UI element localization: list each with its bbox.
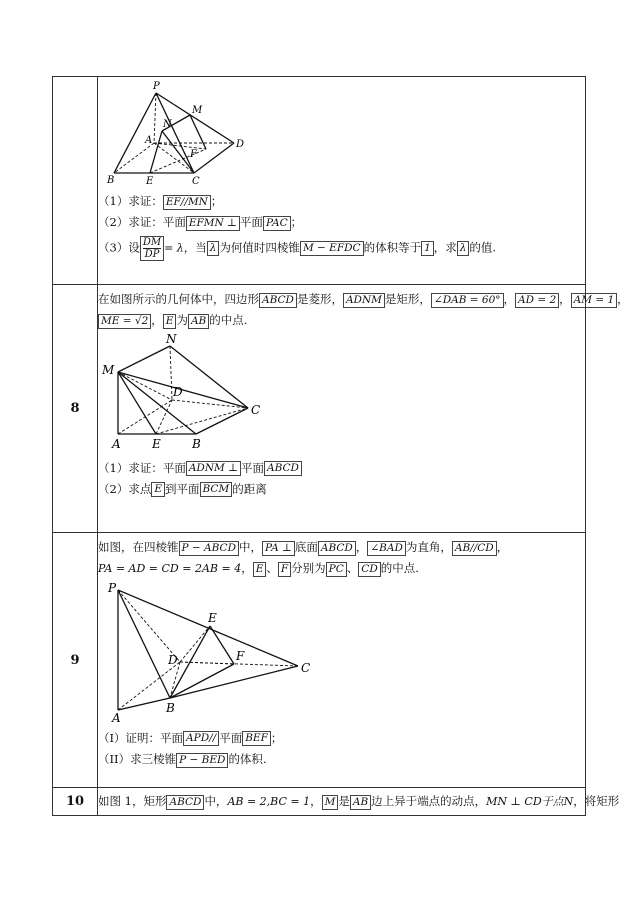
math-box: M − EFDC (300, 241, 364, 256)
math-box: AB (188, 314, 209, 329)
q7-part3-text: 的体积等于 (363, 240, 422, 254)
q9-text: 的中点. (380, 561, 419, 576)
q8-text: ， (151, 313, 163, 328)
math-box: CD (358, 562, 380, 577)
fraction-box (140, 236, 164, 261)
figure-pyramid-pedfcab (102, 582, 322, 726)
q9-part2 (98, 751, 585, 768)
fraction-equals: = λ (164, 241, 184, 254)
math-box: PC (326, 562, 347, 577)
q8-text: ， (503, 292, 516, 306)
q7-part2-mid: 平面 (239, 215, 263, 230)
q9-text: ， (241, 561, 253, 576)
q8-part1 (98, 460, 585, 477)
figure7-label-d: D (236, 139, 245, 150)
q9-part1 (98, 730, 585, 747)
problem-number-7-empty (53, 77, 98, 285)
q10-text: 如图 1，矩形 (98, 794, 167, 808)
q7-part2 (98, 214, 585, 231)
q8-text: ， (617, 292, 629, 306)
fraction-numerator: DM (142, 236, 162, 248)
figure9-label-e: E (208, 610, 217, 625)
q9-part1-mid: 平面 (219, 730, 243, 745)
math-box: EF//MN (163, 195, 211, 210)
q10-text: ， (310, 794, 322, 808)
q8-text: 为 (176, 313, 188, 328)
figure8-label-c: C (251, 402, 261, 417)
math-box: ADNM ⊥ (186, 461, 241, 476)
math-box: F (278, 562, 291, 577)
figure7-label-a: A (145, 135, 153, 146)
q8-part2-suffix: 的距离 (232, 481, 267, 496)
problem-number-8: 8 (53, 285, 98, 533)
math-box: E (151, 482, 165, 497)
q7-part2-suffix: ； (290, 215, 303, 230)
q8-text: 在如图所示的几何体中，四边形 (98, 292, 259, 306)
problem-number-9: 9 (53, 533, 98, 788)
figure7-label-b: B (107, 175, 115, 186)
figure8-label-a: A (112, 436, 121, 451)
q9-text: 分别为 (291, 561, 326, 576)
math-box: 1 (421, 241, 434, 256)
math-box: P − ABCD (179, 541, 239, 556)
q9-text: 为直角， (405, 540, 452, 554)
q8-text: ， (559, 292, 571, 306)
figure9-label-f: F (236, 648, 245, 663)
math-box: P − BED (176, 753, 228, 768)
q9-part1-suffix: ； (270, 730, 283, 745)
math-box: ABCD (318, 541, 356, 556)
math-box: AB//CD (452, 541, 497, 556)
q9-text: 如图，在四棱锥 (98, 540, 179, 554)
q9-part2-prefix: （II）求三棱锥 (98, 752, 177, 766)
q8-statement-line1 (98, 291, 629, 308)
q8-statement-line2 (98, 312, 585, 329)
q9-text: 、 (266, 561, 278, 576)
q7-part3-prefix: （3）设 (98, 240, 140, 254)
math-box: PA ⊥ (262, 541, 295, 556)
problem-body-10 (98, 788, 620, 816)
q8-part2 (98, 481, 585, 498)
math-box: ADNM (343, 293, 385, 308)
q7-part2-prefix: （2）求证：平面 (98, 215, 186, 230)
figure8-label-e: E (152, 436, 161, 451)
q7-part3-text: ，当 (183, 240, 207, 254)
q7-part3 (98, 236, 585, 261)
figure8-label-m: M (102, 362, 115, 377)
problem-number-10: 10 (53, 788, 98, 816)
figure8-label-n: N (166, 333, 177, 346)
figure7-label-m: M (192, 105, 203, 116)
q9-text: 、 (346, 561, 359, 576)
math-box: ∠DAB = 60° (431, 293, 504, 308)
math-box: APD// (183, 731, 219, 746)
figure-pyramid-pmnadfbec (102, 77, 252, 189)
figure-solid-nmdcaeb (100, 334, 270, 456)
q8-part1-prefix: （1）求证：平面 (98, 460, 186, 475)
math-box: BEF (242, 731, 271, 746)
q8-part2-prefix: （2）求点 (98, 481, 152, 496)
q9-statement-line1 (98, 539, 585, 556)
q9-statement-line2 (98, 560, 585, 578)
q10-text: 是 (338, 794, 350, 808)
math-box: λ (207, 241, 220, 256)
math-box: EFMN ⊥ (186, 216, 240, 231)
q10-equation: MN ⊥ CD于点N (486, 795, 574, 808)
figure7-label-f: F (190, 149, 197, 160)
math-box: ABCD (166, 795, 204, 810)
problem-row-7 (53, 77, 586, 285)
math-box: ∠BAD (367, 541, 406, 556)
math-box: λ (457, 241, 470, 256)
q7-part3-text: 为何值时四棱锥 (219, 240, 300, 254)
math-box: AD = 2 (515, 293, 559, 308)
math-box: AM = 1 (571, 293, 618, 308)
q9-text: ， (496, 540, 509, 554)
figure9-label-b: B (166, 700, 175, 715)
math-box: ME = √2 (98, 314, 151, 329)
math-box: ABCD (259, 293, 297, 308)
figure8-label-d: D (173, 384, 183, 399)
q8-text: 的中点. (209, 313, 248, 328)
math-box: E (163, 314, 177, 329)
figure7-label-p: P (153, 81, 160, 92)
q9-equation: PA = AD = CD = 2AB = 4 (98, 562, 242, 576)
math-box: AB (350, 795, 371, 810)
math-box: E (253, 562, 267, 577)
q9-part2-suffix: 的体积. (228, 752, 267, 766)
q9-part1-prefix: （I）证明：平面 (98, 730, 184, 745)
math-box: PAC (263, 216, 291, 231)
q8-text: 是菱形， (296, 292, 343, 306)
q10-text: 边上异于端点的动点， (371, 794, 487, 808)
q7-part1-suffix: ； (210, 194, 223, 208)
figure9-label-p: P (108, 581, 117, 595)
figure9-label-a: A (112, 710, 121, 725)
fraction-denominator: DP (144, 248, 160, 260)
q10-text: 中， (204, 794, 228, 808)
q7-part3-text: ，求 (433, 240, 457, 254)
problem-row-8 (53, 285, 586, 533)
problem-row-10 (53, 788, 586, 816)
figure7-label-e: E (146, 176, 154, 187)
q10-equation: AB = 2,BC = 1 (227, 795, 311, 808)
q8-text: 是矩形， (384, 292, 431, 306)
figure7-label-n: N (163, 119, 172, 130)
q10-statement-line1 (98, 793, 620, 811)
math-box: BCM (200, 482, 233, 497)
math-box: ABCD (264, 461, 302, 476)
q9-text: ， (355, 540, 368, 554)
problem-row-9 (53, 533, 586, 788)
math-box: M (322, 795, 339, 810)
q9-text: 中， (238, 540, 262, 554)
figure7-label-c: C (192, 176, 200, 187)
q10-text: ，将矩形 (573, 794, 620, 808)
problem-table (52, 76, 629, 816)
figure9-label-d: D (168, 652, 178, 667)
q9-text: 底面 (294, 540, 318, 554)
problem-body-9 (98, 533, 586, 788)
q8-part2-mid: 到平面 (165, 481, 200, 496)
q8-part1-mid: 平面 (240, 460, 264, 475)
q7-part1-prefix: （1）求证： (98, 194, 163, 208)
figure9-label-c: C (301, 660, 311, 675)
q7-part3-suffix: 的值. (469, 240, 497, 254)
q7-part1 (98, 193, 585, 210)
problem-body-8 (98, 285, 629, 533)
figure8-label-b: B (192, 436, 201, 451)
problem-body-7 (98, 77, 586, 285)
